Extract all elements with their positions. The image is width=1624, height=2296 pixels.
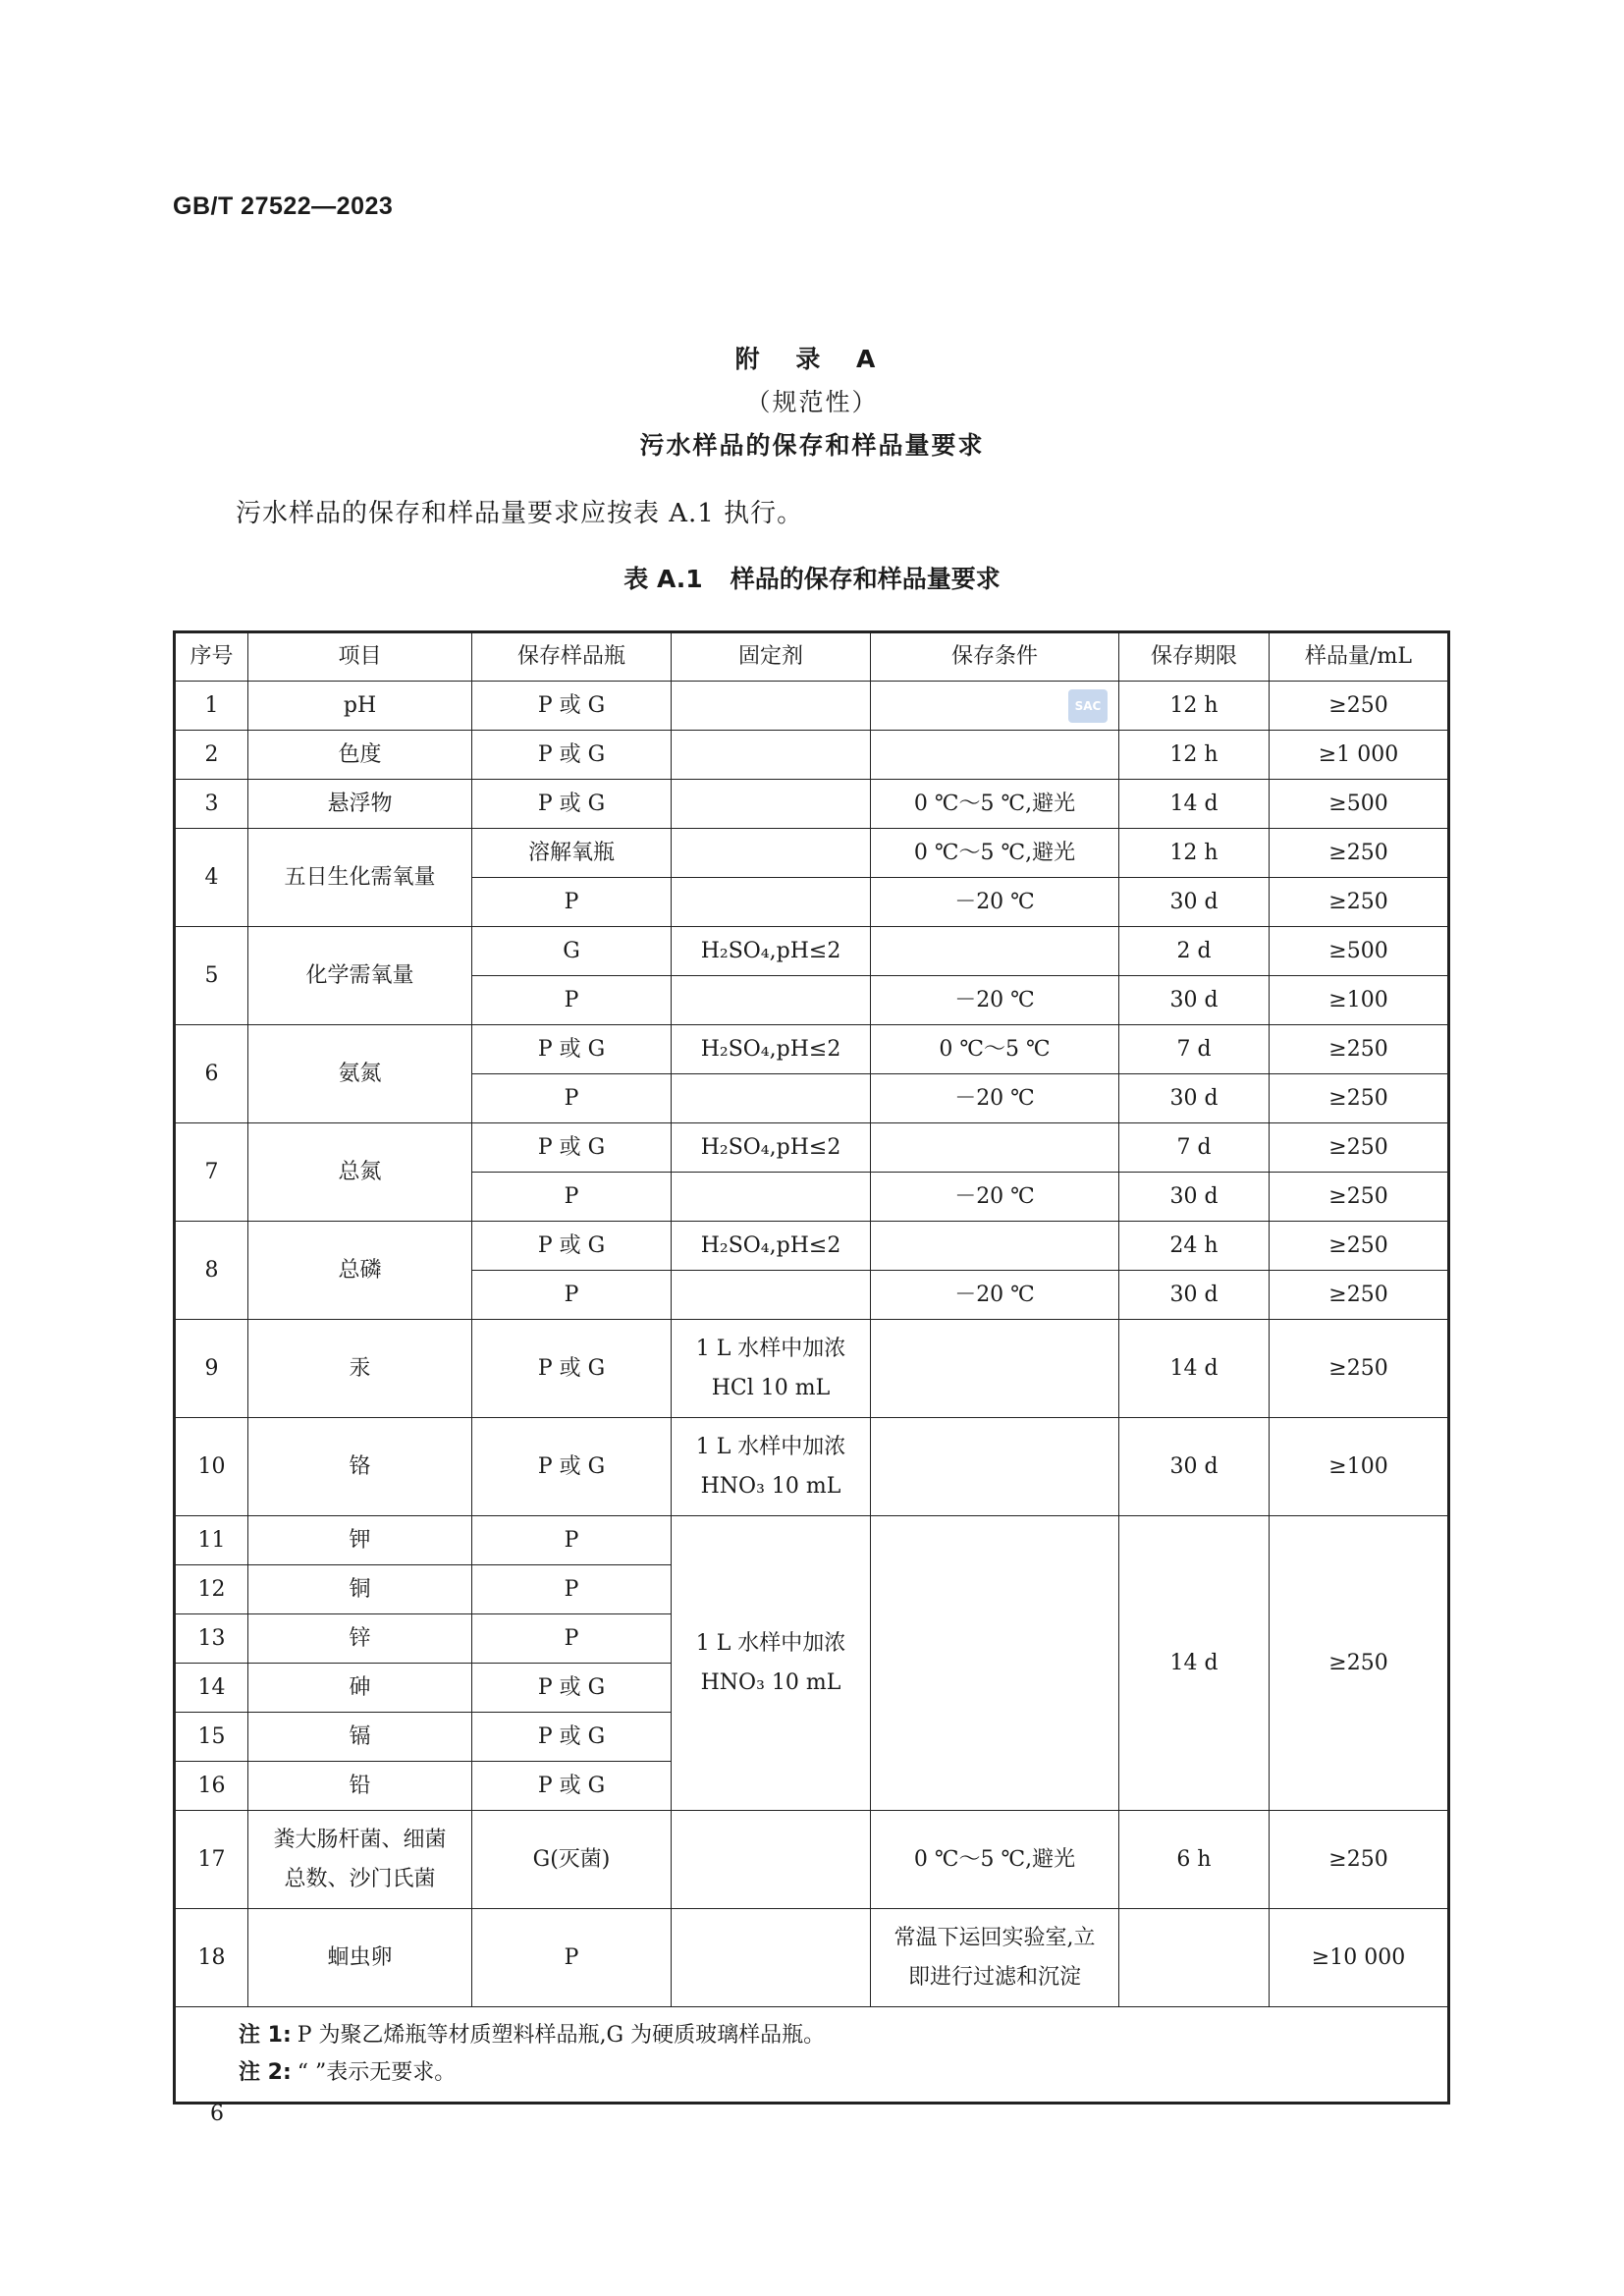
requirements-table [173, 630, 1450, 2105]
cell-amount: ≥250 [1270, 1074, 1449, 1123]
cell-period: 30 d [1119, 1173, 1270, 1222]
table-row [175, 1123, 1449, 1173]
cell-bottle: P 或 G [472, 731, 672, 780]
cell-fixative [672, 1418, 871, 1516]
cell-period: 30 d [1119, 1271, 1270, 1320]
cell-item: 钾 [248, 1516, 472, 1565]
cell-condition: 0 ℃～5 ℃,避光 [871, 1811, 1119, 1909]
fixative-line: HNO₃ 10 mL [700, 1473, 841, 1499]
cell-period [1119, 1909, 1270, 2007]
note-2 [239, 2054, 1447, 2092]
cell-fixative [672, 682, 871, 731]
cell-item: pH [248, 682, 472, 731]
cell-amount: ≥250 [1270, 1811, 1449, 1909]
cell-period: 14 d [1119, 780, 1270, 829]
annex-title: 污水样品的保存和样品量要求 [639, 431, 985, 460]
cell-period: 24 h [1119, 1222, 1270, 1271]
cell-period: 30 d [1119, 1074, 1270, 1123]
cell-bottle: P [472, 976, 672, 1025]
condition-line: 即进行过滤和沉淀 [907, 1964, 1081, 1990]
cell-bottle: P [472, 1173, 672, 1222]
cell-no: 12 [175, 1565, 248, 1614]
cell-bottle: P 或 G [472, 1664, 672, 1713]
cell-fixative [672, 1074, 871, 1123]
cell-amount: ≥250 [1270, 1516, 1449, 1811]
cell-period: 14 d [1119, 1320, 1270, 1418]
table-row [175, 1516, 1449, 1565]
cell-fixative [672, 1811, 871, 1909]
cell-fixative [672, 1320, 871, 1418]
header-cell: 保存样品瓶 [472, 632, 672, 682]
cell-no: 10 [175, 1418, 248, 1516]
cell-bottle: P [472, 1565, 672, 1614]
table-notes [175, 2007, 1449, 2104]
item-line: 粪大肠杆菌、细菌 [273, 1827, 447, 1852]
header-cell: 序号 [175, 632, 248, 682]
header-cell: 项目 [248, 632, 472, 682]
cell-no: 17 [175, 1811, 248, 1909]
note-text: P 为聚乙烯瓶等材质塑料样品瓶,G 为硬质玻璃样品瓶。 [297, 2023, 826, 2048]
sac-watermark-logo: SAC [1068, 689, 1108, 723]
cell-no: 15 [175, 1713, 248, 1762]
cell-condition: －20 ℃ [871, 878, 1119, 927]
cell-item: 锌 [248, 1614, 472, 1664]
cell-item: 铜 [248, 1565, 472, 1614]
cell-fixative: H₂SO₄,pH≤2 [672, 1025, 871, 1074]
cell-fixative [672, 1909, 871, 2007]
cell-bottle: P 或 G [472, 1320, 672, 1418]
cell-condition: －20 ℃ [871, 1074, 1119, 1123]
cell-period: 7 d [1119, 1025, 1270, 1074]
cell-condition: 0 ℃～5 ℃,避光 [871, 829, 1119, 878]
page-number: 6 [210, 2102, 224, 2126]
fixative-line: 1 L 水样中加浓 [695, 1434, 846, 1459]
cell-bottle: P 或 G [472, 1222, 672, 1271]
cell-fixative [672, 1516, 871, 1811]
cell-item: 总氮 [248, 1123, 472, 1222]
cell-bottle: P 或 G [472, 1025, 672, 1074]
cell-amount: ≥100 [1270, 1418, 1449, 1516]
cell-period: 12 h [1119, 682, 1270, 731]
table-row [175, 1025, 1449, 1074]
table-row [175, 682, 1449, 731]
cell-bottle: P [472, 1271, 672, 1320]
cell-condition [871, 731, 1119, 780]
table-caption [0, 560, 1624, 595]
cell-period: 12 h [1119, 731, 1270, 780]
fixative-line: 1 L 水样中加浓 [695, 1336, 846, 1361]
header-cell: 样品量/mL [1270, 632, 1449, 682]
intro-paragraph: 污水样品的保存和样品量要求应按表 A.1 执行。 [236, 499, 804, 528]
cell-no: 8 [175, 1222, 248, 1320]
cell-bottle: P [472, 1614, 672, 1664]
cell-period: 30 d [1119, 976, 1270, 1025]
cell-bottle: P 或 G [472, 1713, 672, 1762]
cell-no: 4 [175, 829, 248, 927]
cell-condition: －20 ℃ [871, 976, 1119, 1025]
cell-fixative [672, 780, 871, 829]
cell-fixative [672, 829, 871, 878]
cell-period: 30 d [1119, 1418, 1270, 1516]
cell-bottle: P 或 G [472, 682, 672, 731]
cell-bottle: 溶解氧瓶 [472, 829, 672, 878]
cell-item: 蛔虫卵 [248, 1909, 472, 2007]
cell-fixative: H₂SO₄,pH≤2 [672, 927, 871, 976]
table-row [175, 927, 1449, 976]
cell-period: 6 h [1119, 1811, 1270, 1909]
document-code: GB/T 27522—2023 [173, 192, 394, 220]
cell-fixative [672, 976, 871, 1025]
cell-no: 3 [175, 780, 248, 829]
cell-condition [871, 927, 1119, 976]
cell-condition [871, 1222, 1119, 1271]
header-cell: 保存期限 [1119, 632, 1270, 682]
cell-amount: ≥100 [1270, 976, 1449, 1025]
cell-bottle: P [472, 1909, 672, 2007]
cell-condition [871, 1516, 1119, 1811]
cell-bottle: P 或 G [472, 780, 672, 829]
cell-bottle: P [472, 878, 672, 927]
cell-period: 12 h [1119, 829, 1270, 878]
cell-condition [871, 1909, 1119, 2007]
cell-no: 18 [175, 1909, 248, 2007]
note-label: 注 2: [239, 2060, 292, 2085]
cell-no: 6 [175, 1025, 248, 1123]
cell-item: 色度 [248, 731, 472, 780]
table-row [175, 1909, 1449, 2007]
cell-amount: ≥250 [1270, 1271, 1449, 1320]
cell-amount: ≥1 000 [1270, 731, 1449, 780]
cell-amount: ≥250 [1270, 682, 1449, 731]
item-line: 总数、沙门氏菌 [284, 1866, 436, 1891]
cell-item: 铅 [248, 1762, 472, 1811]
annex-label: 附 录 A [734, 345, 890, 373]
cell-item: 化学需氧量 [248, 927, 472, 1025]
table-row [175, 829, 1449, 878]
table-title: 样品的保存和样品量要求 [730, 565, 1001, 593]
cell-amount: ≥10 000 [1270, 1909, 1449, 2007]
cell-no: 13 [175, 1614, 248, 1664]
cell-amount: ≥250 [1270, 1123, 1449, 1173]
cell-period: 7 d [1119, 1123, 1270, 1173]
cell-item: 悬浮物 [248, 780, 472, 829]
cell-item: 铬 [248, 1418, 472, 1516]
cell-condition: 0 ℃～5 ℃,避光 [871, 780, 1119, 829]
header-cell: 固定剂 [672, 632, 871, 682]
cell-no: 11 [175, 1516, 248, 1565]
cell-amount: ≥250 [1270, 1025, 1449, 1074]
table-row [175, 731, 1449, 780]
cell-fixative: H₂SO₄,pH≤2 [672, 1222, 871, 1271]
cell-no: 9 [175, 1320, 248, 1418]
cell-bottle: G(灭菌) [472, 1811, 672, 1909]
cell-period: 2 d [1119, 927, 1270, 976]
cell-condition [871, 1418, 1119, 1516]
cell-no: 1 [175, 682, 248, 731]
table-row [175, 1222, 1449, 1271]
cell-bottle: P 或 G [472, 1762, 672, 1811]
cell-item: 氨氮 [248, 1025, 472, 1123]
cell-condition [871, 1123, 1119, 1173]
cell-condition [871, 1320, 1119, 1418]
table-number: 表 A.1 [623, 565, 703, 593]
cell-item: 镉 [248, 1713, 472, 1762]
cell-fixative [672, 731, 871, 780]
cell-amount: ≥500 [1270, 927, 1449, 976]
condition-line: 常温下运回实验室,立 [893, 1925, 1096, 1950]
fixative-line: HCl 10 mL [711, 1375, 831, 1400]
note-text: “ ”表示无要求。 [297, 2060, 457, 2085]
header-cell: 保存条件 [871, 632, 1119, 682]
annex-type: （规范性） [745, 388, 879, 416]
cell-period: 14 d [1119, 1516, 1270, 1811]
cell-no: 5 [175, 927, 248, 1025]
cell-fixative [672, 1173, 871, 1222]
table-row [175, 1418, 1449, 1516]
notes-cell [175, 2007, 1449, 2104]
cell-fixative [672, 1271, 871, 1320]
note-1 [239, 2017, 1447, 2054]
cell-period: 30 d [1119, 878, 1270, 927]
cell-amount: ≥250 [1270, 1173, 1449, 1222]
cell-bottle: P 或 G [472, 1418, 672, 1516]
cell-no: 7 [175, 1123, 248, 1222]
cell-item [248, 1811, 472, 1909]
cell-bottle: P 或 G [472, 1123, 672, 1173]
cell-no: 16 [175, 1762, 248, 1811]
note-label: 注 1: [239, 2023, 292, 2048]
cell-amount: ≥250 [1270, 829, 1449, 878]
fixative-line: 1 L 水样中加浓 [695, 1630, 846, 1656]
cell-amount: ≥500 [1270, 780, 1449, 829]
cell-bottle: G [472, 927, 672, 976]
fixative-line: HNO₃ 10 mL [700, 1669, 841, 1695]
cell-item: 总磷 [248, 1222, 472, 1320]
cell-condition: －20 ℃ [871, 1271, 1119, 1320]
table-header-row [175, 632, 1449, 682]
table-row [175, 1320, 1449, 1418]
cell-bottle: P [472, 1074, 672, 1123]
cell-no: 14 [175, 1664, 248, 1713]
cell-fixative: H₂SO₄,pH≤2 [672, 1123, 871, 1173]
cell-fixative [672, 878, 871, 927]
cell-item: 五日生化需氧量 [248, 829, 472, 927]
cell-item: 砷 [248, 1664, 472, 1713]
cell-condition: 0 ℃～5 ℃ [871, 1025, 1119, 1074]
cell-condition: －20 ℃ [871, 1173, 1119, 1222]
cell-bottle: P [472, 1516, 672, 1565]
cell-no: 2 [175, 731, 248, 780]
cell-item: 汞 [248, 1320, 472, 1418]
cell-condition [871, 682, 1119, 731]
table-row [175, 1811, 1449, 1909]
cell-amount: ≥250 [1270, 1320, 1449, 1418]
cell-amount: ≥250 [1270, 878, 1449, 927]
cell-amount: ≥250 [1270, 1222, 1449, 1271]
table-row [175, 780, 1449, 829]
